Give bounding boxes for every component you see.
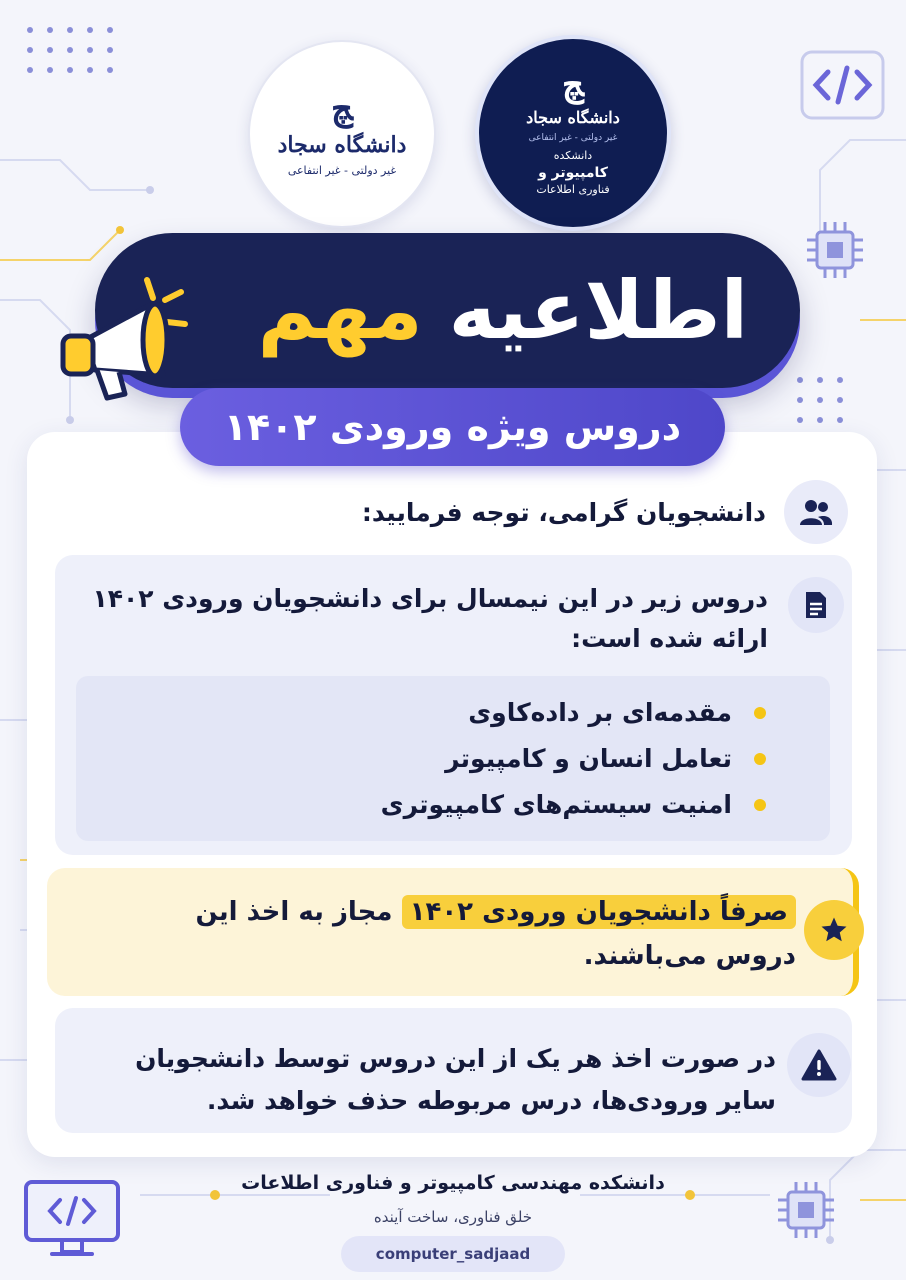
warning-text: در صورت اخذ هر یک از این دروس توسط دانشجویان سایر ورودی‌ها، درس مربوطه حذف خواهد شد. — [135, 1044, 776, 1115]
intro-row — [78, 577, 844, 659]
megaphone-icon — [55, 270, 195, 405]
intro-text: دروس زیر در این نیمسال برای دانشجویان ورودی ۱۴۰۲ ارائه شده است: — [92, 584, 768, 653]
chip-icon — [805, 220, 865, 280]
bullet-icon — [754, 799, 766, 811]
faculty-subtitle: غیر دولتی - غیر انتفاعی — [528, 133, 618, 144]
faculty-logo — [475, 35, 671, 231]
code-icon — [800, 50, 885, 120]
list-item — [381, 690, 766, 736]
announcement-banner — [95, 233, 800, 388]
faculty-dept-label: دانشکده — [553, 149, 593, 163]
faculty-university-name: دانشگاه سجاد — [526, 108, 620, 128]
bullet-icon — [754, 753, 766, 765]
banner-title-part1: اطلاعیه — [448, 264, 748, 357]
eligibility-highlight: صرفاً دانشجویان ورودی ۱۴۰۲ — [402, 895, 796, 929]
subtitle-pill: دروس ویژه ورودی ۱۴۰۲ — [180, 388, 725, 466]
faculty-dept-line1: کامپیوتر و — [538, 165, 608, 182]
eligibility-text — [116, 890, 796, 978]
faculty-dept — [536, 149, 609, 198]
greeting-row — [362, 480, 848, 544]
university-subtitle: غیر دولتی - غیر انتفاعی — [287, 163, 397, 177]
footer-title: دانشکده مهندسی کامپیوتر و فناوری اطلاعات — [241, 1172, 665, 1194]
logo-mark: ﭻ — [562, 65, 584, 106]
logo-mark: ﭻ — [331, 88, 353, 129]
star-icon — [804, 900, 864, 960]
university-logo — [248, 40, 436, 228]
document-icon — [788, 577, 844, 633]
list-item — [381, 782, 766, 828]
course-name: امنیت سیستم‌های کامپیوتری — [380, 790, 732, 819]
list-item — [381, 736, 766, 782]
greeting-text: دانشجویان گرامی، توجه فرمایید: — [361, 497, 766, 527]
footer-slogan: خلق فناوری، ساخت آینده — [373, 1208, 533, 1226]
bullet-icon — [754, 707, 766, 719]
eligibility-rest: مجاز به اخذ این دروس می‌باشند. — [195, 897, 796, 971]
warning-icon — [787, 1033, 851, 1097]
faculty-dept-line2: فناوری اطلاعات — [536, 182, 610, 196]
course-name: مقدمه‌ای بر داده‌کاوی — [468, 698, 732, 727]
social-handle[interactable]: computer_sadjaad — [341, 1236, 565, 1272]
course-list — [381, 690, 766, 828]
course-name: تعامل انسان و کامپیوتر — [445, 744, 732, 773]
banner-title-part2: مهم — [257, 264, 423, 357]
users-icon — [784, 480, 848, 544]
university-name: دانشگاه سجاد — [277, 131, 407, 158]
